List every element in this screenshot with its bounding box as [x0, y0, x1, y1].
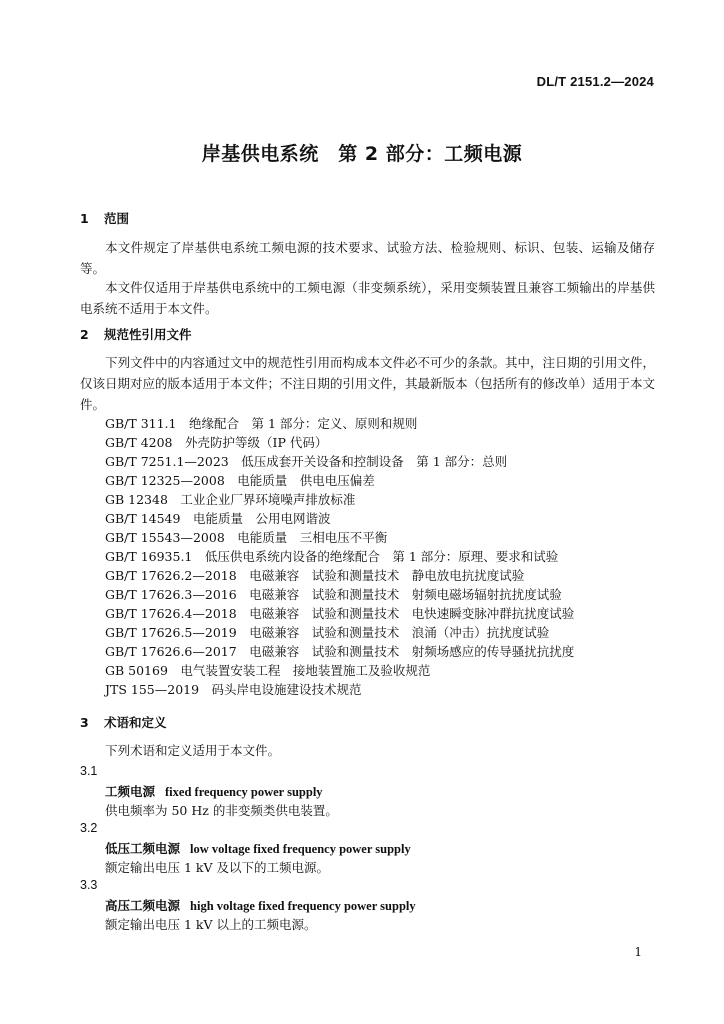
terms-intro: 下列术语和定义适用于本文件。 [105, 743, 281, 758]
term-chinese: 工频电源 [105, 784, 156, 799]
page-number: 1 [634, 945, 642, 959]
term-heading [105, 782, 323, 800]
term-english: high voltage fixed frequency power supply [190, 899, 416, 913]
term-english: low voltage fixed frequency power supply [190, 842, 411, 856]
reference-item: GB/T 7251.1—2023 低压成套开关设备和控制设备 第 1 部分：总则 [105, 454, 508, 469]
section-title: 范围 [104, 211, 130, 226]
term-number: 3.2 [80, 821, 98, 835]
reference-item: GB/T 15543—2008 电能质量 三相电压不平衡 [105, 530, 388, 545]
references-intro: 下列文件中的内容通过文中的规范性引用而构成本文件必不可少的条款。其中，注日期的引用文件，仅该日期对应的版本适用于本文件；不注日期的引用文件，其最新版本（包括所有的修改单）适用于本文件。 [80, 355, 656, 412]
document-code: DL/T 2151.2—2024 [536, 74, 654, 89]
term-number: 3.3 [80, 878, 98, 892]
term-chinese: 高压工频电源 [105, 898, 181, 913]
reference-item: GB/T 311.1 绝缘配合 第 1 部分：定义、原则和规则 [105, 416, 418, 431]
reference-item: GB/T 4208 外壳防护等级（IP 代码） [105, 435, 328, 450]
reference-item: GB/T 17626.4—2018 电磁兼容 试验和测量技术 电快速瞬变脉冲群抗扰度试验 [105, 606, 575, 621]
term-chinese: 低压工频电源 [105, 841, 181, 856]
reference-item: GB/T 12325—2008 电能质量 供电电压偏差 [105, 473, 375, 488]
term-definition: 额定输出电压 1 kV 及以下的工频电源。 [105, 860, 329, 875]
section-title: 规范性引用文件 [104, 327, 192, 342]
reference-item: GB 12348 工业企业厂界环境噪声排放标准 [105, 492, 356, 507]
term-english: fixed frequency power supply [165, 785, 323, 799]
term-definition: 额定输出电压 1 kV 以上的工频电源。 [105, 917, 317, 932]
section-title: 术语和定义 [104, 715, 167, 730]
scope-paragraph: 本文件规定了岸基供电系统工频电源的技术要求、试验方法、检验规则、标识、包装、运输及储存等。 [80, 240, 655, 276]
section-number: 2 [80, 327, 89, 342]
reference-item: GB/T 17626.3—2016 电磁兼容 试验和测量技术 射频电磁场辐射抗扰度试验 [105, 587, 562, 602]
reference-item: GB/T 14549 电能质量 公用电网谐波 [105, 511, 331, 526]
term-heading [105, 839, 411, 857]
term-definition: 供电频率为 50 Hz 的非变频类供电装置。 [105, 803, 338, 818]
reference-item: GB/T 16935.1 低压供电系统内设备的绝缘配合 第 1 部分：原理、要求和试验 [105, 549, 559, 564]
reference-item: JTS 155—2019 码头岸电设施建设技术规范 [105, 682, 362, 697]
reference-item: GB 50169 电气装置安装工程 接地装置施工及验收规范 [105, 663, 431, 678]
term-number: 3.1 [80, 764, 98, 778]
reference-item: GB/T 17626.2—2018 电磁兼容 试验和测量技术 静电放电抗扰度试验 [105, 568, 525, 583]
scope-paragraph: 本文件仅适用于岸基供电系统中的工频电源（非变频系统），采用变频装置且兼容工频输出的岸基供电系统不适用于本文件。 [80, 280, 655, 316]
section-number: 1 [80, 211, 89, 226]
page-title: 岸基供电系统 第 2 部分：工频电源 [201, 143, 523, 165]
section-heading-scope [80, 209, 129, 227]
section-heading-terms [80, 713, 167, 731]
reference-item: GB/T 17626.5—2019 电磁兼容 试验和测量技术 浪涌（冲击）抗扰度试验 [105, 625, 550, 640]
section-heading-normative-references [80, 325, 192, 343]
section-number: 3 [80, 715, 89, 730]
term-heading [105, 896, 416, 914]
reference-item: GB/T 17626.6—2017 电磁兼容 试验和测量技术 射频场感应的传导骚扰抗扰度 [105, 644, 575, 659]
